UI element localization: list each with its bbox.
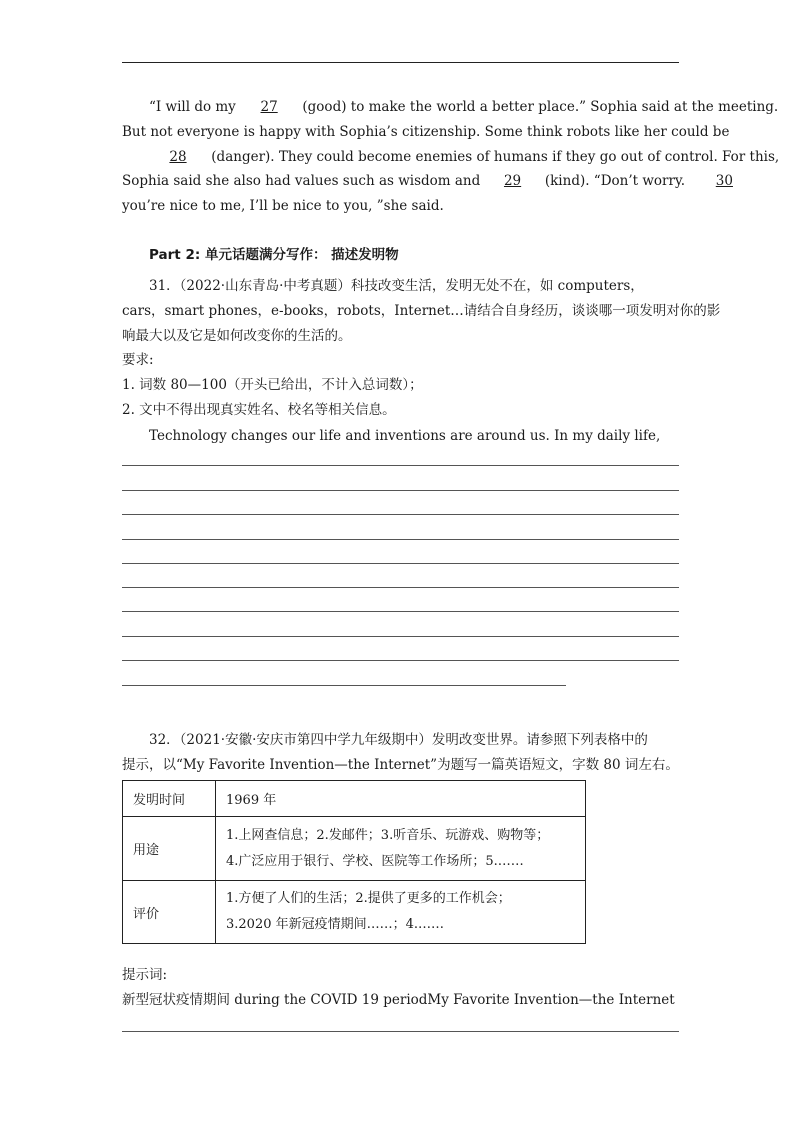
q31-line-3: 响最大以及它是如何改变你的生活的。 — [122, 328, 352, 344]
table-row — [123, 881, 586, 944]
writing-line[interactable] — [122, 611, 679, 612]
blank-27: 27 — [260, 99, 278, 115]
hint-words-text: 新型冠状疫情期间 during the COVID 19 periodMy Favorite Invention—the Internet — [122, 992, 675, 1008]
hint-table — [122, 780, 586, 944]
use-line-2: 4.广泛应用于银行、学校、医院等工作场所；5.…… — [226, 853, 524, 869]
q32-line-1: 32．（2021·安徽·安庆市第四中学九年级期中）发明改变世界。请参照下列表格中的 — [149, 732, 648, 748]
passage-text: (good) to make the world a better place.” Sophia said at the meeting. — [298, 99, 779, 115]
passage-line-3 — [149, 148, 779, 166]
table-row — [123, 817, 586, 881]
passage-text: Sophia said she also had values such as wisdom and — [122, 173, 485, 189]
passage-line-4 — [122, 172, 759, 190]
top-rule — [122, 62, 679, 63]
q31-requirements-title: 要求: — [122, 352, 154, 368]
table-value-use — [216, 817, 586, 881]
writing-line[interactable] — [122, 539, 679, 540]
hint-words-title: 提示词: — [122, 967, 168, 983]
passage-text: “I will do my — [149, 99, 241, 115]
q31-requirement-1: 1. 词数 80—100（开头已给出，不计入总词数）； — [122, 377, 423, 393]
writing-line[interactable] — [122, 636, 679, 637]
table-label-evaluation: 评价 — [123, 881, 216, 944]
writing-line[interactable] — [122, 563, 679, 564]
q32-line-2: 提示，以“My Favorite Invention—the Internet”为题写一篇英语短文，字数 80 词左右。 — [122, 757, 679, 773]
evaluation-line-2: 3.2020 年新冠疫情期间……；4.…… — [226, 917, 445, 932]
table-label-time: 发明时间 — [123, 781, 216, 817]
passage-line-2 — [122, 123, 729, 141]
passage-text: (danger). They could become enemies of humans if they go out of control. For this, — [207, 149, 780, 165]
passage-text: (kind). “Don’t worry. — [540, 173, 690, 189]
q31-line-1: 31．（2022·山东青岛·中考真题）科技改变生活，发明无处不在，如 computers， — [149, 278, 644, 294]
writing-line[interactable] — [122, 490, 679, 491]
q31-opening-sentence: Technology changes our life and inventions are around us. In my daily life, — [149, 428, 661, 444]
passage-line-1 — [149, 98, 778, 116]
table-row — [123, 781, 586, 817]
writing-line[interactable] — [122, 587, 679, 588]
table-label-use: 用途 — [123, 817, 216, 881]
table-value-evaluation — [216, 881, 586, 944]
q31-requirement-2: 2. 文中不得出现真实姓名、校名等相关信息。 — [122, 402, 396, 418]
writing-line[interactable] — [122, 660, 679, 661]
passage-line-5 — [122, 197, 444, 215]
blank-28: 28 — [169, 149, 187, 165]
writing-line[interactable] — [122, 514, 679, 515]
blank-29: 29 — [503, 173, 522, 189]
q31-line-2: cars，smart phones，e-books，robots，Internet…请结合自身经历，谈谈哪一项发明对你的影 — [122, 303, 721, 319]
writing-line[interactable] — [122, 1031, 679, 1032]
part2-heading: Part 2: 单元话题满分写作： 描述发明物 — [149, 247, 399, 263]
writing-line[interactable] — [122, 465, 679, 466]
passage-text: But not everyone is happy with Sophia’s citizenship. Some think robots like her could be — [122, 124, 730, 140]
blank-30: 30 — [715, 173, 733, 189]
use-line-1: 1.上网查信息；2.发邮件；3.听音乐、玩游戏、购物等； — [226, 827, 550, 843]
table-value-time: 1969 年 — [216, 781, 586, 817]
evaluation-line-1: 1.方便了人们的生活；2.提供了更多的工作机会； — [226, 891, 511, 906]
writing-line-short[interactable] — [122, 685, 566, 686]
passage-text: you’re nice to me, I’ll be nice to you, ”she said. — [122, 198, 444, 214]
